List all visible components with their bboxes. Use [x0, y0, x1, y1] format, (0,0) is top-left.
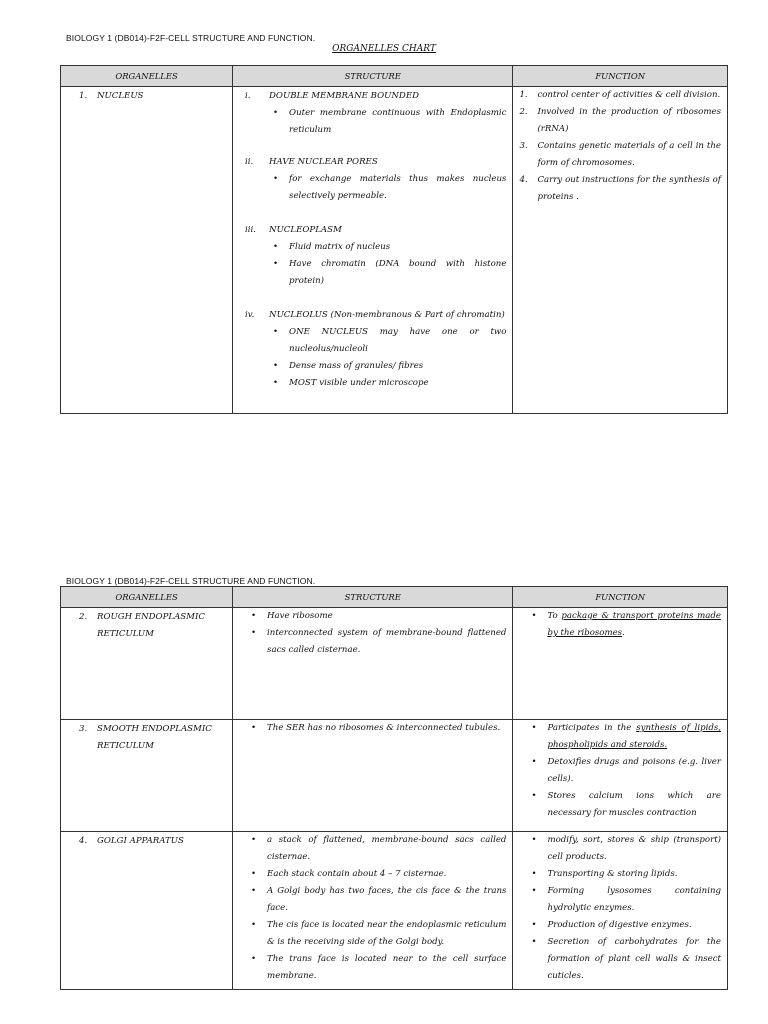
underlined-text: package & transport proteins made by the ribosomes — [547, 611, 721, 638]
table-header-row — [61, 587, 728, 608]
section-title: DOUBLE MEMBRANE BOUNDED — [269, 91, 419, 101]
bullet-list — [519, 608, 721, 642]
list-item: • Secretion of carbohydrates for the formation of plant cell walls & insect cuticles. — [531, 934, 721, 985]
structure-cell — [233, 608, 513, 720]
organelle-name — [67, 720, 226, 755]
column-header-organelles: ORGANELLES — [61, 66, 233, 87]
bullet-list — [519, 832, 721, 985]
structure-section — [239, 221, 506, 239]
item-number: 2. — [519, 107, 528, 117]
list-item: • A Golgi body has two faces, the cis face & the trans face. — [251, 883, 506, 917]
column-header-structure: STRUCTURE — [233, 66, 513, 87]
section-numeral: iv. — [245, 310, 255, 320]
column-header-structure: STRUCTURE — [233, 587, 513, 608]
organelles-table-2 — [60, 586, 728, 990]
structure-section — [239, 153, 506, 171]
column-header-function: FUNCTION — [513, 587, 728, 608]
bullet-list — [239, 608, 506, 659]
item-text: Contains genetic materials of a cell in the form of chromosomes. — [537, 141, 721, 168]
list-item: • ONE NUCLEUS may have one or two nucleolus/nucleoli — [273, 324, 506, 358]
list-item — [519, 87, 721, 104]
organelle-number: 2. — [79, 612, 88, 622]
organelle-label: NUCLEUS — [97, 91, 144, 101]
function-list — [519, 87, 721, 206]
list-item — [519, 138, 721, 172]
table-row-rough-er — [61, 608, 728, 720]
section-numeral: i. — [245, 91, 251, 101]
bullet-list — [239, 105, 506, 139]
list-item: • Forming lysosomes containing hydrolytic enzymes. — [531, 883, 721, 917]
list-item: • The SER has no ribosomes & interconnected tubules. — [251, 720, 506, 737]
organelle-cell — [61, 87, 233, 414]
list-item: • Dense mass of granules/ fibres — [273, 358, 506, 375]
list-item: • interconnected system of membrane-bound flattened sacs called cisternae. — [251, 625, 506, 659]
list-item: • Fluid matrix of nucleus — [273, 239, 506, 256]
table-row-smooth-er — [61, 720, 728, 832]
list-item — [519, 172, 721, 206]
list-item: • Each stack contain about 4 – 7 cisternae. — [251, 866, 506, 883]
section-numeral: iii. — [245, 225, 257, 235]
list-item: • Detoxifies drugs and poisons (e.g. liver cells). — [531, 754, 721, 788]
item-text: Involved in the production of ribosomes (rRNA) — [537, 107, 721, 134]
bullet-list — [239, 832, 506, 985]
item-text: Carry out instructions for the synthesis of proteins . — [537, 175, 721, 202]
organelle-cell — [61, 720, 233, 832]
item-text: . — [622, 628, 625, 638]
table-row-golgi — [61, 832, 728, 990]
bullet-list — [239, 239, 506, 290]
section-numeral: ii. — [245, 157, 254, 167]
table-header-row — [61, 66, 728, 87]
list-item — [531, 608, 721, 642]
list-item — [519, 104, 721, 138]
organelle-label: ROUGH ENDOPLASMIC RETICULUM — [97, 612, 205, 639]
organelle-label: SMOOTH ENDOPLASMIC RETICULUM — [97, 724, 212, 751]
function-cell — [513, 87, 728, 414]
list-item: • Stores calcium ions which are necessary for muscles contraction — [531, 788, 721, 822]
organelle-label: GOLGI APPARATUS — [97, 836, 184, 846]
list-item: • modify, sort, stores & ship (transport) cell products. — [531, 832, 721, 866]
function-cell — [513, 720, 728, 832]
function-cell — [513, 832, 728, 990]
item-text: Participates in the — [547, 723, 637, 733]
organelle-number: 3. — [79, 724, 88, 734]
item-text: To — [547, 611, 562, 621]
column-header-function: FUNCTION — [513, 66, 728, 87]
organelle-name — [67, 832, 226, 850]
list-item: • Outer membrane continuous with Endoplasmic reticulum — [273, 105, 506, 139]
structure-section — [239, 87, 506, 105]
list-item: • The trans face is located near to the cell surface membrane. — [251, 951, 506, 985]
section-title: NUCLEOLUS (Non-membranous & Part of chromatin) — [269, 310, 505, 320]
structure-cell — [233, 832, 513, 990]
bullet-list — [239, 324, 506, 392]
column-header-organelles: ORGANELLES — [61, 587, 233, 608]
page-header: BIOLOGY 1 (DB014)-F2F-CELL STRUCTURE AND FUNCTION. — [66, 576, 316, 586]
item-number: 3. — [519, 141, 528, 151]
organelle-cell — [61, 608, 233, 720]
section-title: NUCLEOPLASM — [269, 225, 342, 235]
organelle-cell — [61, 832, 233, 990]
item-number: 1. — [519, 90, 528, 100]
item-text: control center of activities & cell division. — [537, 90, 721, 100]
list-item — [531, 720, 721, 754]
page-header: BIOLOGY 1 (DB014)-F2F-CELL STRUCTURE AND FUNCTION. — [66, 33, 316, 43]
list-item: • The cis face is located near the endoplasmic reticulum & is the receiving side of the Golgi body. — [251, 917, 506, 951]
bullet-list — [239, 720, 506, 737]
bullet-list — [519, 720, 721, 822]
item-number: 4. — [519, 175, 528, 185]
list-item: • Have ribosome — [251, 608, 506, 625]
list-item: • for exchange materials thus makes nucleus selectively permeable. — [273, 171, 506, 205]
section-title: HAVE NUCLEAR PORES — [269, 157, 378, 167]
chart-title: ORGANELLES CHART — [332, 44, 436, 54]
organelles-table-1 — [60, 65, 728, 414]
structure-section — [239, 306, 506, 324]
list-item: • Production of digestive enzymes. — [531, 917, 721, 934]
organelle-name — [67, 608, 226, 643]
structure-cell — [233, 87, 513, 414]
function-cell — [513, 608, 728, 720]
list-item: • a stack of flattened, membrane-bound sacs called cisternae. — [251, 832, 506, 866]
organelle-number: 4. — [79, 836, 88, 846]
underlined-text: synthesis of lipids, phospholipids and steroids. — [547, 723, 721, 750]
organelle-name — [67, 87, 226, 105]
organelle-number: 1. — [79, 91, 88, 101]
table-row-nucleus — [61, 87, 728, 414]
bullet-list — [239, 171, 506, 205]
structure-cell — [233, 720, 513, 832]
list-item: • Transporting & storing lipids. — [531, 866, 721, 883]
list-item: • MOST visible under microscope — [273, 375, 506, 392]
list-item: • Have chromatin (DNA bound with histone protein) — [273, 256, 506, 290]
